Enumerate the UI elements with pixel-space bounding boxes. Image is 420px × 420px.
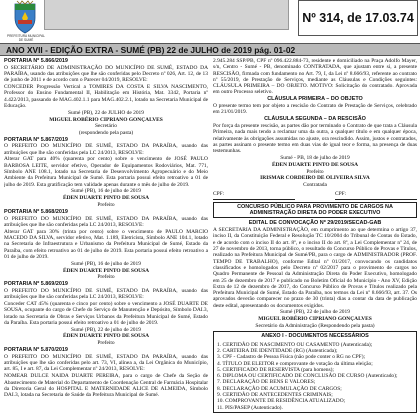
- portaria-heading: PORTARIA Nº 5.870/2019: [4, 347, 68, 354]
- portaria-body: O SECRETÁRIO DE ADMINISTRAÇÃO DO MUNICÍPIO DE SUMÉ, ESTADO DA PARAÍBA, usando das atribuições que lhe são conferidas pelo Decreto nº 026, Art. 12, de 13 de junho de 2011 e de acordo com o Parecer 04/2019, RESOLVE:: [4, 64, 208, 84]
- signatory-name: IRISMAR CORDEIRO DE OLIVEIRA SILVA: [260, 175, 370, 182]
- edital-body: A SECRETARIA DA ADMINISTRAÇÃO, em cumprimento ao que determina o artigo 37, inciso II, da Constituição Federal e Resolução TC 10/2004 do Tribunal de Contas do Estado, e de acordo com o inciso II do art. 8º, e o inciso II do art. 8º, a Lei Complementar nº 24, de 27 de novembro de 2013, torna público, o resultado do Concurso Público de Provas e Títulos, realizado na Prefeitura Municipal de Sumé/PB, para o cargo de ADMINISTRADOR (PROF. TEMPO DE TRABALHO), conforme Edital nº 01/2017, convocando os candidatos classificados e homologados pelo Decreto nº 02/2017 para o provimento de cargos no Quadro Permanente de Pessoal da Administração Direta do Poder Executivo, homologado em 25 de dezembro de 2017 e publicado no Boletim Oficial do Município - Ano XV, Edição Extra de 12 de dezembro de 2017, do Concurso Público de Provas e Títulos realizado pela Prefeitura Municipal de Sumé, Estado da Paraíba, nos termos da Lei nº 8.666/93, art. 37. Os aprovados deverão comparecer no prazo de 30 (trinta) dias a contar da data de publicação deste edital, apresentando os documentos exigidos.: [213, 227, 417, 309]
- document-item: 10. COMPROVANTE DE RESIDÊNCIA ATUALIZADO;: [217, 398, 346, 405]
- seal-caption: PREFEITURA MUNICIPAL DE SUMÉ: [6, 34, 46, 42]
- document-item: 5. CERTIFICADO DE RESERVISTA (para homens);: [217, 366, 334, 373]
- municipal-crest-icon: [12, 0, 38, 36]
- document-item: 1. CERTIDÃO DE NASCIMENTO OU CASAMENTO (Autenticada);: [217, 341, 373, 348]
- document-item: 7. DECLARAÇÃO DE BENS E VALORES;: [217, 379, 316, 386]
- concurso-title: CONCURSO PÚBLICO PARA PROVIMENTO DE CARGOS NA ADMINISTRAÇÃO DIRETA DO PODER EXECUTIVO: [237, 203, 393, 217]
- document-item: 3. CPF - Cadastro de Pessoa Física (não pode conter o RG no CPF);: [217, 354, 366, 361]
- portaria-heading: PORTARIA Nº 5.869/2019: [4, 281, 68, 288]
- contract-date: Sumé - PB, 18 de julho de 2019: [280, 154, 350, 161]
- documents-box: [213, 331, 417, 413]
- portaria-body: O PREFEITO DO MUNICÍPIO DE SUMÉ, ESTADO DA PARAÍBA, usando das atribuições que lhe são conferidas pela LC 24/2013, RESOLVE:: [4, 143, 208, 156]
- portaria-resolution: Conceder CAT 45% (quarenta e cinco por cento) sobre o vencimento a JOSÉ DUARTE DE SOUSA, ocupante do cargo de Chefe do Serviço de Manutenção e Depósito, Símbolo DAI.3, lotado na Secretaria de Obras e Serviços Urbanos da Prefeitura Municipal de Sumé, Estado da Paraíba. Esta portaria possui efeito retroativo a 01 de julho de 2019.: [4, 300, 208, 326]
- signatory-role: Contratada: [303, 182, 327, 189]
- portaria-date: Sumé (PB), 22 de JULHO de 2019: [68, 109, 144, 116]
- signatory-role: Secretário da Administração (Respondendo pela pasta): [255, 323, 375, 330]
- portaria-body: O PREFEITO DO MUNICÍPIO DE SUMÉ, ESTADO DA PARAÍBA, usando das atribuições que lhe são conferidas pela LC 24/2013, RESOLVE:: [4, 287, 208, 301]
- clause-body: O presente termo tem por objeto a rescisão do Contrato de Prestação de Serviços, celebrado em 21/01/2019.: [213, 103, 417, 116]
- right-column: [213, 58, 417, 420]
- portaria-date: Sumé (PB), 22 de julho de 2019: [71, 326, 141, 333]
- witness-cpf-field: CPF:: [335, 191, 417, 199]
- portaria-body: O PREFEITO DO MUNICÍPIO DE SUMÉ, ESTADO DA PARAÍBA, usando das atribuições que lhe são conferidas pelo art. 73, VI, alínea a, da Lei Orgânica do Município, art. 85, I e art. 87, da Lei Complementar nº 24/2013, RESOLVE:: [4, 353, 208, 373]
- portaria-date: Sumé (PB), 16 de julho de 2019: [71, 188, 141, 195]
- portaria-date: Sumé (PB), 16 de julho de 2019: [71, 260, 141, 267]
- signatory-name: MIGUEL ROBÉRIO CIPRIANO GONÇALVES: [258, 316, 372, 323]
- gazette-title: [44, 0, 289, 30]
- signatory-name: MIGUEL ROBÉRIO CIPRIANO GONÇALVES: [49, 116, 163, 123]
- document-item: 4. TÍTULO DE ELEITOR e comprovante de votação da última eleição;: [217, 360, 373, 367]
- signatory-name: ÉDEN DUARTE PINTO DE SOUSA: [271, 161, 359, 168]
- contract-rescission-text: 2.945.284 SSP/PB, CPF nº 096.422.884-73, residente e domiciliado na Praça Adolfo Mayer, s/n, Centro - Sumé - PB, denominado CONTRATADA, que ajustam entre si, a presente RESCISÃO, firmada com fundamento no Art. 79, I, da Lei nº 8.666/93, referente ao contrato nº 55/2019, de Prestação de Serviços, mediante as Cláusulas e Condições seguintes: CLÁUSULA PRIMEIRA – DO OBJETO. MOTIVO: Solicitação do contratado. Aprovada em outro Processo seletivo.: [213, 58, 417, 96]
- portaria-heading: PORTARIA Nº 5.866/2019: [4, 58, 68, 64]
- witness-cpf-row: [213, 191, 417, 199]
- signatory-role: Prefeito: [97, 202, 115, 209]
- signatory-role: Secretário (respondendo pela pasta): [78, 123, 134, 136]
- documents-title: ANEXO I - DOCUMENTOS NECESSÁRIOS: [261, 333, 369, 340]
- clause-heading: CLÁUSULA PRIMEIRA – DO OBJETO: [267, 96, 363, 103]
- document-item: 8. DECLARAÇÃO DE ACUMULAÇÃO DE CARGOS;: [217, 385, 342, 392]
- document-item: 2. CARTEIRA DE IDENTIDADE (RG) (Autenticada);: [217, 347, 338, 354]
- edital-date: Sumé (PB), 22 de julho de 2019: [280, 309, 350, 316]
- portaria-resolution: NOMEAR DULCE NAIDA DUARTE PEREIRA, para o cargo de Chefe da Seção de Abastecimento de Material do Departamento de Coordenação Central de Farmácia Hospitalar da Diretoria Geral do HOSPITAL E MATERNIDADE ALICE DE ALMEIDA, Símbolo DAI.3, lotada na Secretaria de Saúde da Prefeitura Municipal de Sumé.: [4, 373, 208, 399]
- portaria-resolution: CONCEDER Progressão Vertical a TOMIRES DA COSTA E SILVA NASCIMENTO, Professor do Ensino Fundamental II, Habilitação em História, Mat. 3342, Portaria nº 4.422/2013, passando de MAG.402.1.1 para MAG.402.2.1, lotado na Secretaria Municipal de Educação.: [4, 84, 208, 110]
- clause-heading: CLÁUSULA SEGUNDA – DA RESCISÃO: [264, 116, 366, 123]
- clause-body: Por força da presente rescisão, as partes dão por terminado o Contrato de que trata a Cláusula Primeira, nada mais tendo a reclamar uma da outra, a qualquer título e em qualquer época, relativamente às obrigações assumidas no ajuste, ora rescindido. Assim, justos e contratados, as partes assinam o presente termo em duas vias de igual teor e forma, na presença de duas testemunhas.: [213, 122, 417, 155]
- witness-cpf-field: CPF:: [213, 191, 295, 199]
- left-column: [4, 58, 208, 420]
- portaria-body: O PREFEITO DO MUNICÍPIO DE SUMÉ, ESTADO DA PARAÍBA, usando das atribuições que lhe são conferidas pela LC 24/2013, RESOLVE:: [4, 215, 208, 228]
- edital-heading: EDITAL DE CONVOCAÇÃO Nº 29/2019/SECAD-GAB: [248, 220, 382, 227]
- signatory-name: ÉDEN DUARTE PINTO DE SOUSA: [62, 333, 150, 340]
- document-item: 9. CERTIDÃO DE ANTECEDENTES CRIMINAIS;: [217, 392, 333, 399]
- portaria-resolution: Alterar GAT para 40% (quarenta por cento) sobre o vencimento de JOSÉ PAULO BARBOSA LEITE, servidor efetivo, Operador de Equipamentos Rodoviários, Mat. 771, Símbolo ANE 108.1, lotado na Secretaria de Desenvolvimento Agropecuário e do Meio Ambiente da Prefeitura Municipal de Sumé. Esta portaria possui efeito retroativo a 01 de julho de 2019. Esta gratificação tem validade apenas durante o mês de julho de 2019.: [4, 156, 208, 188]
- signatory-role: Prefeito: [97, 274, 115, 281]
- document-item: 6. DIPLOMA OU CERTIFICADO DE CONCLUSÃO DE CURSO (Autenticado);: [217, 373, 398, 380]
- documents-list: [214, 341, 416, 412]
- signatory-name: ÉDEN DUARTE PINTO DE SOUSA: [62, 195, 150, 202]
- masthead: [0, 0, 420, 42]
- portaria-heading: PORTARIA Nº 5.867/2019: [4, 136, 68, 143]
- signatory-role: Prefeito: [97, 340, 115, 347]
- concurso-header-box: [213, 202, 417, 219]
- portaria-heading: PORTARIA Nº 5.868/2019: [4, 208, 68, 215]
- document-item: 11. PIS/PASEP (Autenticado).: [217, 404, 283, 411]
- signatory-name: ÉDEN DUARTE PINTO DE SOUSA: [62, 267, 150, 274]
- edition-bar: ANO XVII - EDIÇÃO EXTRA - SUMÉ (PB) 22 de JULHO de 2019 pág. 01-02: [0, 43, 420, 56]
- portaria-resolution: Alterar GAT para 30% (trinta por cento) sobre o vencimento de PAULO MARCIO MACEDO DA SILVA, servidor efetivo, Mat. 1.189, Eletricista, Símbolo ANE 104.1, lotado na Secretaria de Infraestrutura e Urbanismo da Prefeitura Municipal de Sumé, Estado da Paraíba, com efeito retroativo ao 01 de julho de 2019. Esta portaria possui efeito retroativo a 01 de julho de 2019.: [4, 228, 208, 260]
- gazette-issue-number: Nº 314, de 17.03.74: [298, 0, 418, 36]
- signatory-role: Prefeito: [306, 168, 324, 175]
